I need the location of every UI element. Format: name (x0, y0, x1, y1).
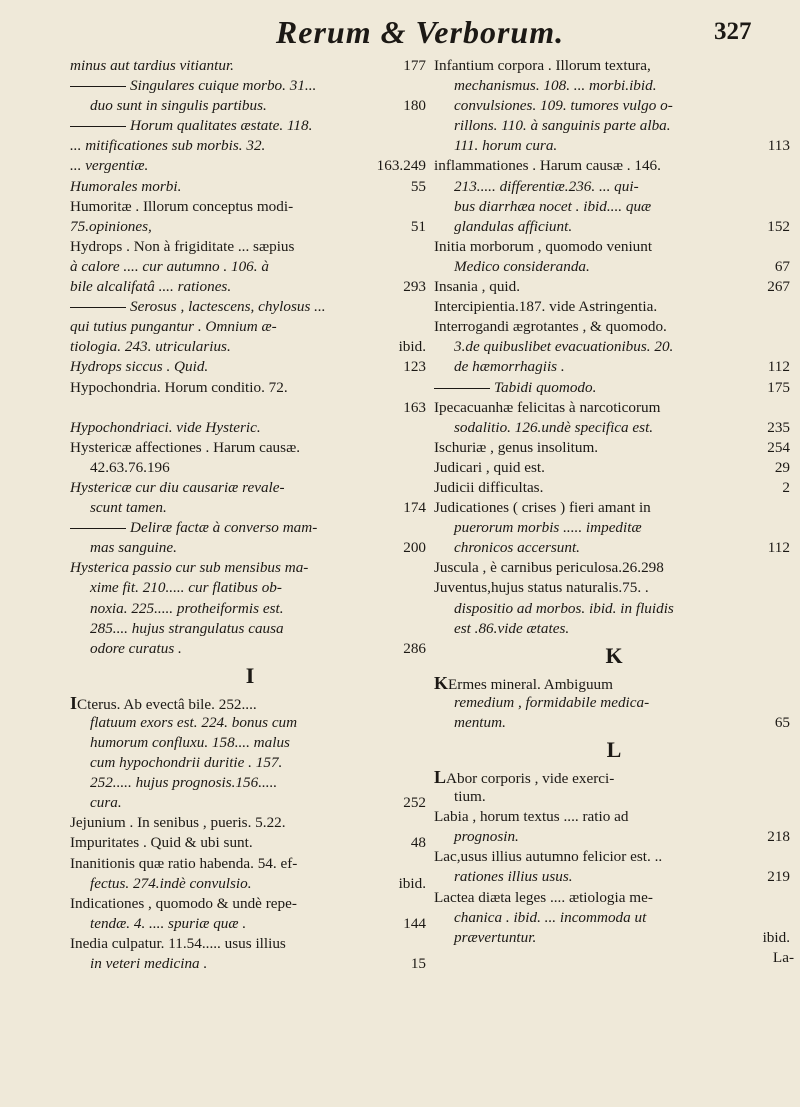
index-entry (434, 693, 794, 713)
entry-text: Initia morborum , quomodo veniunt (434, 237, 653, 255)
entry-text: tium. (454, 788, 486, 806)
index-entry (70, 297, 430, 317)
entry-text: tendæ. 4. .... spuriæ quæ . (90, 914, 247, 932)
entry-page-ref: 67 (774, 257, 790, 275)
entry-text: 213..... differentiæ.236. ... qui- (454, 177, 639, 195)
index-entry (70, 914, 430, 934)
entry-text: dispositio ad morbos. ibid. in fluidis (454, 599, 674, 617)
entry-text: cum hypochondrii duritie . 157. (90, 754, 283, 772)
index-entry (434, 317, 794, 337)
entry-text: Horum qualitates æstate. 118. (130, 117, 313, 135)
entry-text: cura. (90, 794, 122, 812)
index-entry (434, 578, 794, 598)
index-entry (434, 297, 794, 317)
page-header (0, 14, 800, 54)
entry-text: fectus. 274.indè convulsio. (90, 874, 252, 892)
entry-page-ref: 112 (767, 358, 790, 376)
entry-text: rillons. 110. à sanguinis parte alba. (454, 117, 671, 135)
index-entry (434, 908, 794, 928)
entry-text: Intercipientia.187. vide Astringentia. (434, 298, 658, 316)
entry-text: Jejunium . In senibus , pueris. 5.22. (70, 814, 286, 832)
entry-text: Hydrops . Non à frigiditate ... sæpius (70, 237, 295, 255)
entry-text: Ipecacuanhæ felicitas à narcoticorum (434, 398, 661, 416)
index-entry (70, 518, 430, 538)
index-entry (70, 156, 430, 176)
entry-text: Inedia culpatur. 11.54..... usus illius (70, 934, 286, 952)
running-title: Rerum & Verborum. (275, 14, 565, 50)
entry-text: Ermes mineral. Ambiguum (448, 675, 613, 693)
catchword (434, 948, 794, 968)
entry-text: Humoritæ . Illorum conceptus modi- (70, 197, 294, 215)
index-entry (434, 398, 794, 418)
index-entry (70, 954, 430, 974)
index-entry (70, 874, 430, 894)
index-entry (70, 378, 430, 398)
index-entry (434, 378, 794, 398)
index-entry (434, 56, 794, 76)
index-entry (70, 934, 430, 954)
entry-text: prognosin. (454, 828, 519, 846)
entry-text: Singulares cuique morbo. 31... (130, 77, 317, 95)
index-entry (434, 156, 794, 176)
ditto-rule (70, 528, 126, 529)
entry-page-ref: 163.249 (376, 157, 426, 175)
index-entry (434, 807, 794, 827)
index-entry (70, 237, 430, 257)
entry-text: tiologia. 243. utricularius. (70, 338, 231, 356)
entry-text: Hypochondria. Horum conditio. 72. (70, 378, 288, 396)
index-entry (70, 357, 430, 377)
section-letter: K (605, 642, 623, 668)
index-entry (434, 867, 794, 887)
entry-page-ref: 29 (774, 458, 790, 476)
index-entry (434, 673, 794, 693)
entry-text: de hæmorrhagiis . (454, 358, 565, 376)
index-entry (434, 558, 794, 578)
index-entry (434, 418, 794, 438)
index-entry (434, 277, 794, 297)
entry-text: prævertuntur. (454, 928, 537, 946)
index-entry (70, 478, 430, 498)
index-entry (434, 96, 794, 116)
index-entry (70, 639, 430, 659)
entry-page-ref: 55 (410, 177, 426, 195)
index-entry (434, 538, 794, 558)
entry-text: ... vergentiæ. (70, 157, 149, 175)
entry-text: Lactea diæta leges .... ætiologia me- (434, 888, 653, 906)
entry-text: puerorum morbis ..... impeditæ (454, 519, 642, 537)
entry-text: 111. horum cura. (454, 137, 558, 155)
index-entry (70, 713, 430, 733)
index-entry (70, 398, 430, 418)
entry-text: Juscula , è carnibus periculosa.26.298 (434, 559, 664, 577)
entry-text: Judicari , quid est. (434, 458, 545, 476)
index-entry (434, 136, 794, 156)
entry-text: Judicii difficultas. (434, 478, 544, 496)
index-entry (70, 76, 430, 96)
index-entry (70, 773, 430, 793)
index-entry (70, 813, 430, 833)
entry-page-ref: 112 (767, 539, 790, 557)
entry-text: chanica . ibid. ... incommoda ut (454, 908, 647, 926)
index-entry (434, 197, 794, 217)
entry-page-ref: 123 (403, 358, 426, 376)
index-entry (434, 847, 794, 867)
entry-text: bile alcalifatâ .... rationes. (70, 278, 232, 296)
ditto-rule (70, 86, 126, 87)
entry-text: Hystericæ cur diu causariæ revale- (70, 478, 285, 496)
entry-text: convulsiones. 109. tumores vulgo o- (454, 97, 673, 115)
index-entry (434, 116, 794, 136)
drop-initial: L (434, 767, 447, 787)
entry-page-ref: ibid. (398, 338, 426, 356)
index-entry (434, 518, 794, 538)
index-entry (434, 237, 794, 257)
entry-page-ref: 235 (767, 418, 790, 436)
entry-text: qui tutius pungantur . Omnium æ- (70, 318, 277, 336)
entry-text: Labia , horum textus .... ratio ad (434, 808, 629, 826)
index-entry (70, 136, 430, 156)
index-entry (70, 894, 430, 914)
entry-page-ref: 219 (767, 868, 790, 886)
entry-page-ref: 293 (403, 278, 426, 296)
entry-text: Interrogandi ægrotantes , & quomodo. (434, 318, 667, 336)
entry-text: Humorales morbi. (70, 177, 182, 195)
index-entry (434, 713, 794, 733)
index-entry (70, 793, 430, 813)
index-entry (434, 337, 794, 357)
index-entry (70, 197, 430, 217)
index-entry (434, 619, 794, 639)
entry-text: glandulas afficiunt. (454, 217, 573, 235)
index-entry (70, 217, 430, 237)
index-entry (434, 458, 794, 478)
index-entry (70, 56, 430, 76)
entry-page-ref: 174 (403, 499, 426, 517)
entry-text: odore curatus . (90, 639, 182, 657)
entry-page-ref: 113 (767, 137, 790, 155)
entry-page-ref: 267 (767, 278, 790, 296)
index-entry (70, 317, 430, 337)
entry-text: Indicationes , quomodo & undè repe- (70, 894, 297, 912)
index-entry (70, 277, 430, 297)
entry-text: Abor corporis , vide exerci- (446, 770, 615, 787)
index-entry (70, 438, 430, 458)
entry-page-ref: 152 (767, 217, 790, 235)
entry-text: bus diarrhæa nocet . ibid.... quæ (454, 197, 652, 215)
entry-text: Hydrops siccus . Quid. (70, 358, 209, 376)
entry-page-ref: 200 (403, 539, 426, 557)
entry-text: inflammationes . Harum causæ . 146. (434, 157, 661, 175)
entry-text: Infantium corpora . Illorum textura, (434, 57, 651, 74)
ditto-rule (70, 307, 126, 308)
entry-text: duo sunt in singulis partibus. (90, 97, 267, 115)
entry-text: sodalitio. 126.undè specifica est. (454, 418, 654, 436)
ditto-rule (434, 388, 490, 389)
index-entry (70, 599, 430, 619)
entry-text: Hysterica passio cur sub mensibus ma- (70, 559, 309, 577)
entry-page-ref: 15 (410, 955, 426, 973)
entry-page-ref: 144 (403, 914, 426, 932)
entry-text: flatuum exors est. 224. bonus cum (90, 713, 298, 731)
entry-text: humorum confluxu. 158.... malus (90, 734, 290, 751)
entry-text: chronicos accersunt. (454, 539, 580, 557)
section-letter: L (606, 737, 622, 762)
entry-page-ref: 180 (403, 97, 426, 115)
entry-page-ref: ibid. (398, 874, 426, 892)
entry-text: 285.... hujus strangulatus causa (90, 619, 284, 637)
entry-text: est .86.vide ætates. (454, 619, 570, 637)
entry-text: mentum. (454, 713, 506, 731)
index-entry (70, 257, 430, 277)
entry-page-ref: 218 (767, 828, 790, 846)
entry-text: Hypochondriaci. vide Hysteric. (70, 418, 261, 436)
index-entry (70, 733, 430, 753)
index-entry (70, 578, 430, 598)
index-entry (434, 928, 794, 948)
index-entry (70, 854, 430, 874)
index-entry (70, 558, 430, 578)
index-entry (70, 337, 430, 357)
index-entry (70, 116, 430, 136)
entry-text: Cterus. Ab evectâ bile. 252.... (77, 695, 257, 713)
index-entry (434, 787, 794, 807)
entry-page-ref: 175 (767, 378, 790, 396)
index-entry (434, 217, 794, 237)
index-entry (434, 76, 794, 96)
entry-text: Impuritates . Quid & ubi sunt. (70, 834, 253, 852)
entry-text: 42.63.76.196 (90, 458, 170, 476)
index-entry (434, 257, 794, 277)
entry-page-ref: 2 (782, 478, 790, 496)
index-entry (70, 833, 430, 853)
index-entry (434, 357, 794, 377)
index-entry (434, 599, 794, 619)
entry-text: ... mitificationes sub morbis. 32. (70, 137, 266, 155)
index-entry (70, 538, 430, 558)
drop-initial: K (434, 672, 449, 693)
entry-page-ref: ibid. (762, 928, 790, 946)
entry-text: 3.de quibuslibet evacuationibus. 20. (454, 338, 674, 356)
entry-text: Ischuriæ , genus insolitum. (434, 438, 599, 456)
entry-text: Juventus,hujus status naturalis.75. . (434, 579, 649, 597)
entry-text: in veteri medicina . (90, 955, 208, 973)
entry-text: Tabidi quomodo. (494, 378, 597, 396)
index-entry (434, 177, 794, 197)
entry-text: Deliræ factæ à converso mam- (130, 519, 318, 537)
entry-text: rationes illius usus. (454, 868, 573, 886)
entry-page-ref: 254 (767, 438, 790, 456)
entry-text: xime fit. 210..... cur flatibus ob- (90, 579, 282, 597)
entry-page-ref: 65 (774, 713, 790, 731)
index-entry (434, 498, 794, 518)
entry-text: 75.opiniones, (70, 217, 152, 235)
entry-text: Insania , quid. (434, 278, 521, 296)
entry-page-ref: 286 (403, 639, 426, 657)
entry-text: minus aut tardius vitiantur. (70, 57, 234, 74)
page-number: 327 (714, 18, 752, 45)
index-entry (434, 888, 794, 908)
section-letter: I (245, 662, 255, 688)
right-column (434, 56, 794, 968)
index-entry (70, 177, 430, 197)
index-entry (70, 693, 430, 713)
entry-page-ref: 48 (410, 834, 426, 852)
entry-text: La- (772, 948, 794, 966)
entry-text: Inanitionis quæ ratio habenda. 54. ef- (70, 854, 298, 872)
entry-text: Medico consideranda. (454, 257, 590, 275)
entry-text: à calore .... cur autumno . 106. à (70, 257, 269, 275)
index-entry (434, 767, 794, 787)
index-entry (70, 753, 430, 773)
entry-page-ref: 252 (403, 794, 426, 812)
entry-text: Judicationes ( crises ) fieri amant in (434, 499, 651, 517)
index-entry (434, 478, 794, 498)
index-entry (434, 438, 794, 458)
entry-text: Hystericæ affectiones . Harum causæ. (70, 438, 300, 456)
entry-text: mechanismus. 108. ... morbi.ibid. (454, 77, 657, 95)
entry-page-ref: 177 (403, 57, 426, 74)
drop-initial: I (70, 692, 78, 713)
entry-text: mas sanguine. (90, 539, 177, 557)
entry-page-ref: 163 (403, 398, 426, 416)
entry-text: Serosus , lactescens, chylosus ... (130, 298, 326, 316)
index-entry (70, 418, 430, 438)
ditto-rule (70, 126, 126, 127)
entry-page-ref: 51 (410, 217, 426, 235)
index-entry (434, 827, 794, 847)
entry-text: noxia. 225..... protheiformis est. (90, 599, 284, 617)
index-entry (70, 498, 430, 518)
index-entry (70, 458, 430, 478)
index-entry (70, 96, 430, 116)
entry-text: remedium , formidabile medica- (454, 693, 650, 711)
left-column (70, 56, 430, 974)
entry-text: 252..... hujus prognosis.156..... (90, 774, 278, 792)
entry-text: scunt tamen. (90, 499, 167, 517)
index-entry (70, 619, 430, 639)
entry-text: Lac,usus illius autumno felicior est. .. (434, 848, 663, 866)
